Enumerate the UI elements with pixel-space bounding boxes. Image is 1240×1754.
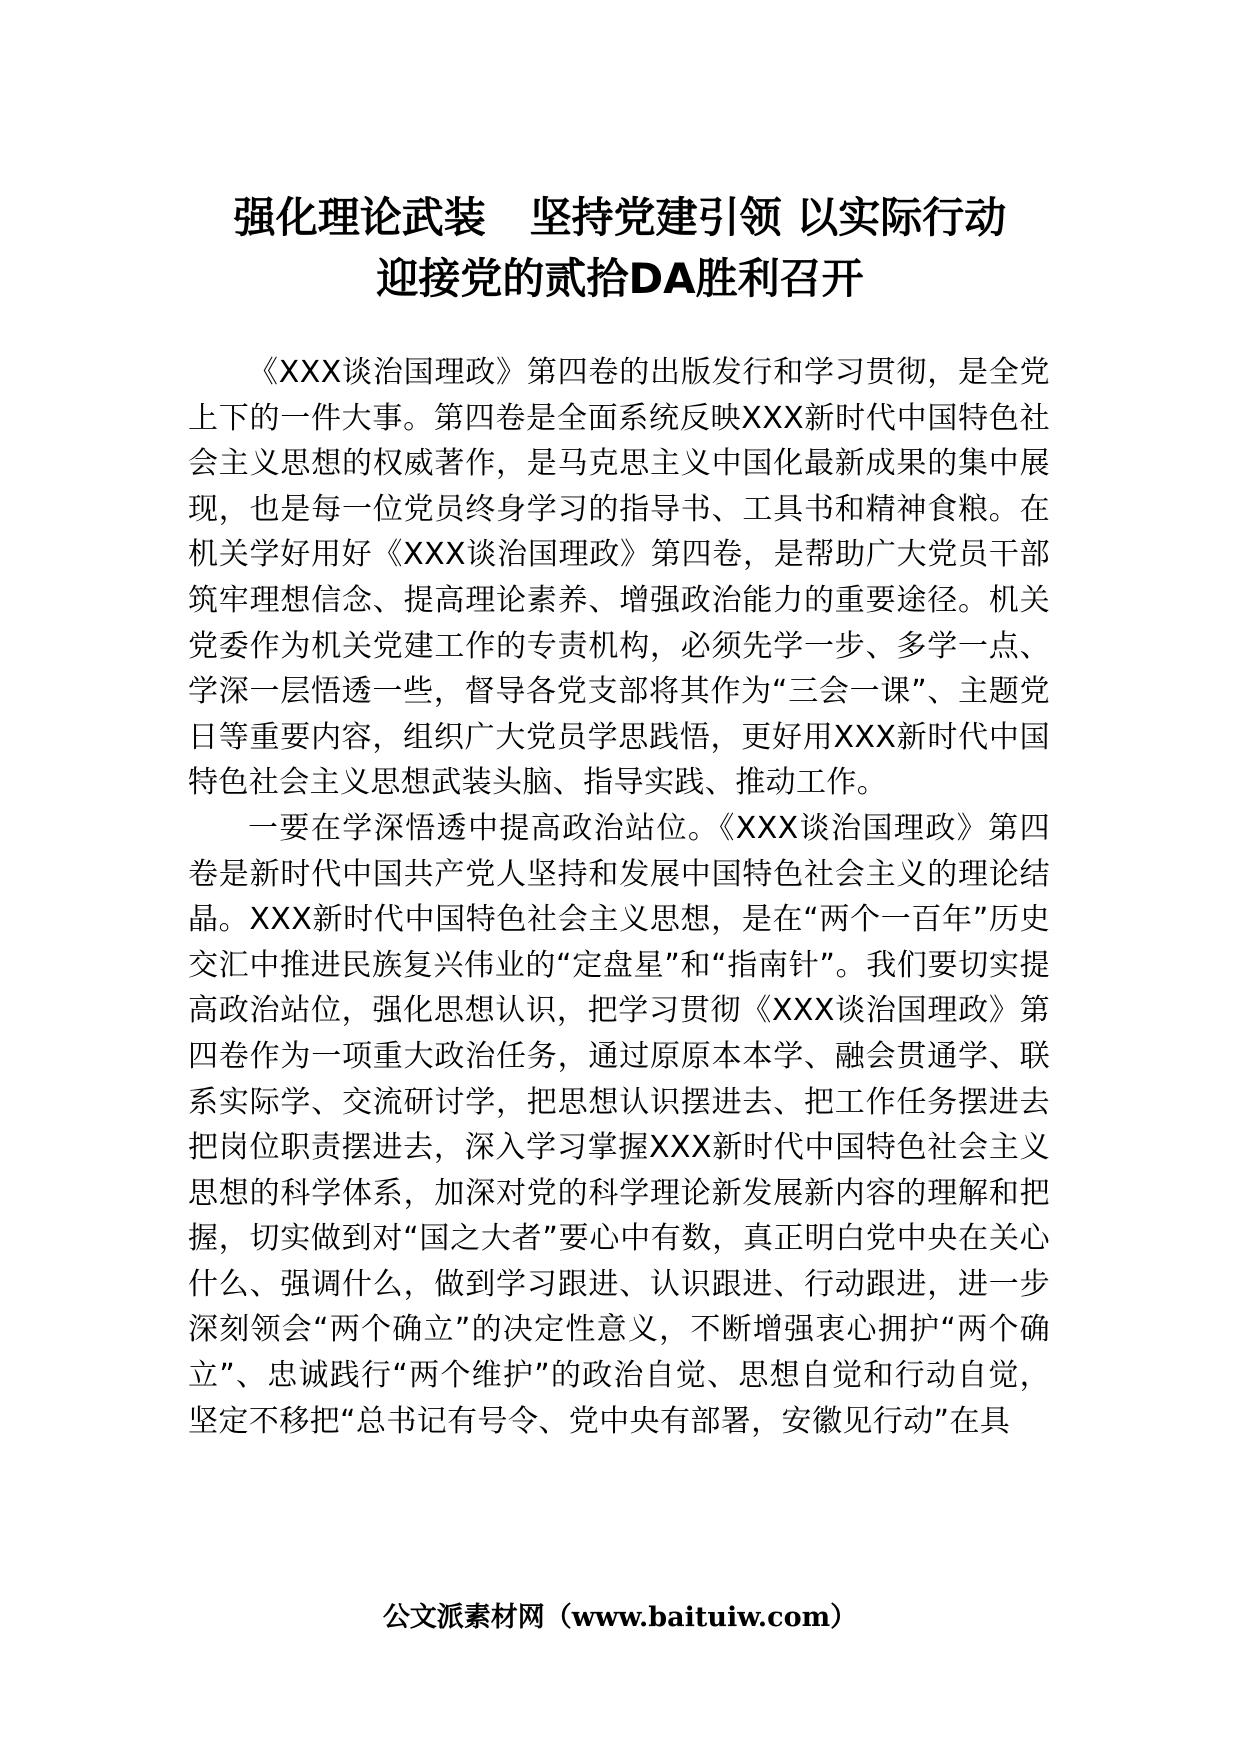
document-body bbox=[188, 350, 1050, 1444]
document-title-line2: 迎接党的贰拾DA胜利召开 bbox=[376, 254, 864, 303]
paragraph-point-one: 一要在学深悟透中提高政治站位。《XXX谈治国理政》第四卷是新时代中国共产党人坚持和发展中国特色社会主义的理论结晶。XXX新时代中国特色社会主义思想，是在“两个一百年”历史交汇中推进民族复兴伟业的“定盘星”和“指南针”。我们要切实提高政治站位，强化思想认识，把学习贯彻《XXX谈治国理政》第四卷作为一项重大政治任务，通过原原本本学、融会贯通学、联系实际学、交流研讨学，把思想认识摆进去、把工作任务摆进去把岗位职责摆进去，深入学习掌握XXX新时代中国特色社会主义思想的科学体系，加深对党的科学理论新发展新内容的理解和把握，切实做到对“国之大者”要心中有数，真正明白党中央在关心什么、强调什么，做到学习跟进、认识跟进、行动跟进，进一步深刻领会“两个确立”的决定性意义，不断增强衷心拥护“两个确立”、忠诚践行“两个维护”的政治自觉、思想自觉和行动自觉，坚定不移把“总书记有号令、党中央有部署，安徽见行动”在具 bbox=[188, 810, 1050, 1439]
paragraph-intro: 《XXX谈治国理政》第四卷的出版发行和学习贯彻，是全党上下的一件大事。第四卷是全面系统反映XXX新时代中国特色社会主义思想的权威著作，是马克思主义中国化最新成果的集中展现，也是每一位党员终身学习的指导书、工具书和精神食粮。在机关学好用好《XXX谈治国理政》第四卷，是帮助广大党员干部筑牢理想信念、提高理论素养、增强政治能力的重要途径。机关党委作为机关党建工作的专责机构，必须先学一步、多学一点、学深一层悟透一些，督导各党支部将其作为“三会一课”、主题党日等重要内容，组织广大党员学思践悟，更好用XXX新时代中国特色社会主义思想武装头脑、指导实践、推动工作。 bbox=[188, 355, 1050, 801]
source-footer: 公文派素材网（www.baituiw.com） bbox=[382, 1602, 858, 1633]
document-title-line1: 强化理论武装 坚持党建引领 以实际行动 bbox=[233, 193, 1007, 242]
